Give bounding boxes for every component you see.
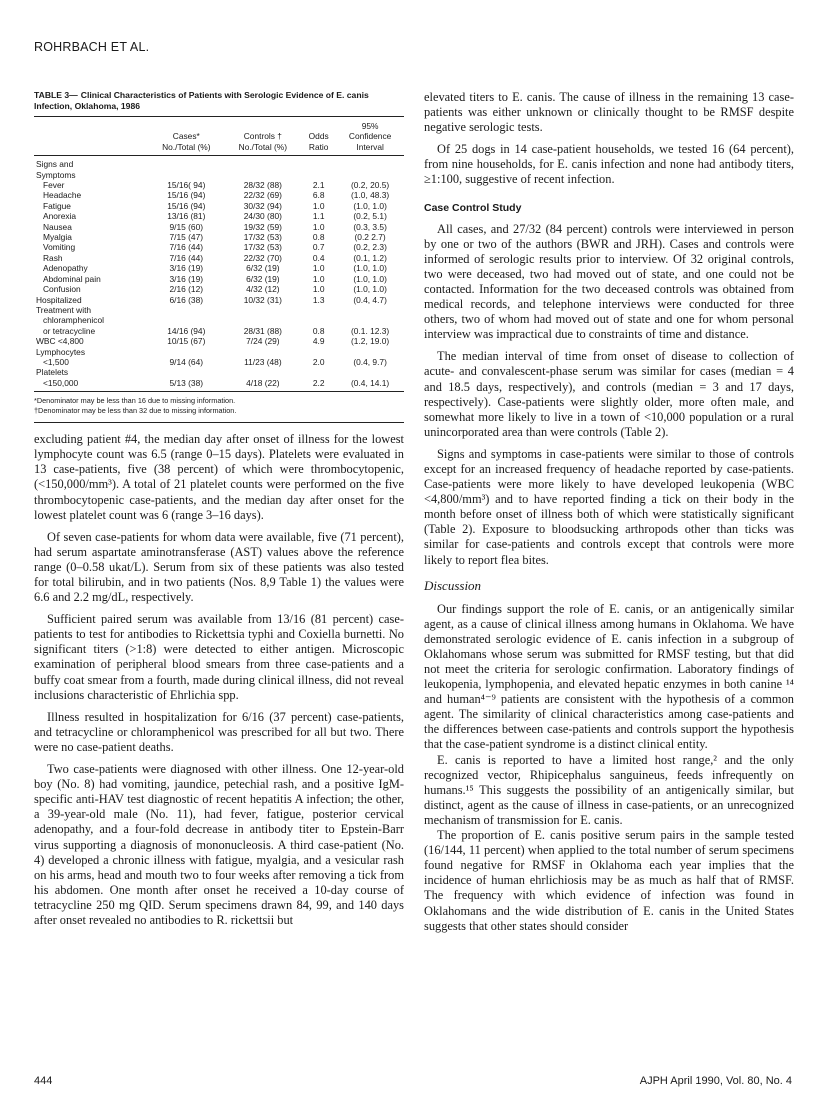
table-row: <1,500 9/14 (64) 11/23 (48) 2.0 (0.4, 9.7) xyxy=(43,356,387,367)
table-row: Lymphocytes xyxy=(36,346,86,357)
table-group-row: Signs and xyxy=(36,159,74,170)
table-row: Headache 15/16 (94) 22/32 (69) 6.8 (1.0, 48.3) xyxy=(43,190,390,201)
paragraph: Illness resulted in hospitalization for 6/16 (37 percent) case-patients, and tetracycline or chloramphenicol was prescribed for all but two. There were no case-patient deaths. xyxy=(34,709,404,754)
paragraph: Our findings support the role of E. canis, or an antigenically similar agent, as a cause of clinical illness among humans in Oklahoma. We have demonstrated serologic evidence of E. canis infection in a subgroup of Oklahomans whose serum was submitted for RMSF testing, but that did not meet the criteria for serologic confirmation. Laboratory findings of leukopenia, lymphopenia, and elevated hepatic enzymes in both canine ¹⁴ and human⁴⁻⁹ patients are consistent with the hypothesis of a common agent. The similarity of clinical characteristics among case-patients and the differences between case-patients and controls support the hypothesis that the case-patient syndrome is a distinct clinical entity. xyxy=(424,601,794,752)
header-odds-ratio: Odds Ratio xyxy=(301,117,336,156)
paragraph: The median interval of time from onset of disease to collection of acute- and convalescent-phase serum was similar for cases (median = 4 and 18.5 days, respectively), and controls (median = 3 and 17 days, respectively). Case-patients were slightly older, more often male, and somewhat more likely to live in a town of <10,000 population or a rural unincorporated area than were controls (Table 2). xyxy=(424,349,794,439)
table-row: <150,000 5/13 (38) 4/18 (22) 2.2 (0.4, 14.1) xyxy=(34,378,404,392)
table-header-row xyxy=(34,117,404,156)
paragraph: excluding patient #4, the median day after onset of illness for the lowest lymphocyte count was 6.5 (range 0–15 days). Platelets were evaluated in 13 case-patients, five (38 percent) of which were thrombocytopenic, (<150,000/mm³). A total of 21 platelet counts were performed on the five thrombocytopenic case-patients, and the median day after onset for the lowest platelet count was 6 (range 3–16 days). xyxy=(34,432,404,522)
footnote: *Denominator may be less than 16 due to missing information. xyxy=(34,396,236,406)
paragraph: Of seven case-patients for whom data were available, five (71 percent), had serum aspartate aminotransferase (AST) values above the reference range (0–0.58 ukat/L). Serum from six of these patients was also tested for total bilirubin, and in two patients (Nos. 8,9 Table 1) the values were 6.6 and 2.2 mg/dL, respectively. xyxy=(34,529,404,605)
paragraph: The proportion of E. canis positive serum pairs in the sample tested (16/144, 11 percent) when applied to the total number of serum specimens found negative for RMSF in Oklahoma each year implies that the incidence of human ehrlichiosis may be as much as half that of RMSF. The frequency with which evidence of infection was found in Oklahomans and the wide distribution of E. canis in the United States suggests that other states should consider xyxy=(424,828,794,933)
table-row: Hospitalized 6/16 (38) 10/32 (31) 1.3 (0.4, 4.7) xyxy=(36,294,387,305)
table-bottom-rule xyxy=(34,422,404,423)
table-row: Treatment with xyxy=(36,304,92,315)
table-row: Anorexia 13/16 (81) 24/30 (80) 1.1 (0.2, 5.1) xyxy=(43,211,387,222)
paragraph: Sufficient paired serum was available from 13/16 (81 percent) case-patients to test for antibodies to Rickettsia typhi and Coxiella burnetti. No significant titers (>1:8) were detected to either antigen. Microscopic examination of peripheral blood smears from three case-patients and a buffy coat smear from a fourth, made during clinical illness, did not reveal inclusions characteristic of Ehrlichia spp. xyxy=(34,612,404,702)
table-row: WBC <4,800 10/15 (67) 7/24 (29) 4.9 (1.2, 19.0) xyxy=(36,336,390,347)
table-label: TABLE 3— xyxy=(34,90,78,100)
table-footnotes xyxy=(34,396,404,415)
table-row: Fatigue 15/16 (94) 30/32 (94) 1.0 (1.0, 1.0) xyxy=(43,200,387,211)
header-empty xyxy=(34,117,148,156)
paragraph: Two case-patients were diagnosed with other illness. One 12-year-old boy (No. 8) had vomiting, jaundice, petechial rash, and a positive IgM-specific anti-HAV test diagnostic of recent hepatitis A infection; the other, a 39-year-old male (No. 11), had fever, fatigue, posterior cervical adenopathy, and a four-fold decrease in antibody titer to Epstein-Barr virus supporting a diagnosis of mononucleosis. A third case-patient (No. 4) developed a chronic illness with fatigue, myalgia, and a vesicular rash on his arms, head and mouth two to four weeks after removing a tick from his abdomen. One month after onset he received a 10-day course of tetracycline 250 mg QID. Serum specimens drawn 84, 99, and 140 days after onset revealed no antibodies to R. rickettsii but xyxy=(34,762,404,927)
table-3-grid xyxy=(34,117,404,392)
table-row: Vomiting 7/16 (44) 17/32 (53) 0.7 (0.2, 2.3) xyxy=(43,242,387,253)
footnote: †Denominator may be less than 32 due to missing information. xyxy=(34,405,237,415)
table-row: or tetracycline 14/16 (94) 28/31 (88) 0.8 (0.1. 12.3) xyxy=(43,325,390,336)
journal-footer: AJPH April 1990, Vol. 80, No. 4 xyxy=(639,1075,792,1087)
header-ci: 95% Confidence Interval xyxy=(336,117,404,156)
section-heading-discussion: Discussion xyxy=(424,577,482,593)
paragraph: Signs and symptoms in case-patients were similar to those of controls except for an increased frequency of headache reported by case-patients. Case-patients were more likely to have developed leukopenia (WBC <4,800/mm³) and to have reported finding a tick on their body in the month before onset of illness both of which were statistically significant (Table 2). Exposure to bloodsucking arthropods other than ticks was similar for case-patients and controls except that controls were more likely to report flea bites. xyxy=(424,446,794,567)
table-row: Abdominal pain 3/16 (19) 6/32 (19) 1.0 (1.0, 1.0) xyxy=(43,273,387,284)
table-title: Clinical Characteristics of Patients with Serologic Evidence of E. canis Infection, Oklahoma, 1986 xyxy=(34,90,369,111)
table-row: Confusion 2/16 (12) 4/32 (12) 1.0 (1.0, 1.0) xyxy=(43,284,387,295)
header-controls: Controls † No./Total (%) xyxy=(225,117,302,156)
left-body-text xyxy=(34,432,404,928)
table-row: Rash 7/16 (44) 22/32 (70) 0.4 (0.1, 1.2) xyxy=(43,252,387,263)
running-head: ROHRBACH ET AL. xyxy=(34,40,150,54)
right-column xyxy=(424,90,794,934)
paragraph: All cases, and 27/32 (84 percent) controls were interviewed in person by one or two of the authors (BWR and JRH). Cases and controls were informed of serologic results prior to interview. Of 32 original controls, two were deceased, two had moved out of state, and one could not be contacted. Information for the two deceased controls was obtained from medical records, and telephone interviews were conducted for three others, two of whom had moved out of state and one for whom personal interview was impractical due to constraints of time and distance. xyxy=(424,221,794,342)
page-number: 444 xyxy=(34,1075,53,1087)
table-row: Fever 15/16( 94) 28/32 (88) 2.1 (0.2, 20.5) xyxy=(43,180,390,191)
table-row: Adenopathy 3/16 (19) 6/32 (19) 1.0 (1.0, 1.0) xyxy=(43,263,387,274)
paragraph: elevated titers to E. canis. The cause of illness in the remaining 13 case-patients was either unknown or clinically thought to be RMSF despite negative serologic tests. xyxy=(424,90,794,135)
header-cases: Cases* No./Total (%) xyxy=(148,117,225,156)
table-row: chloramphenicol xyxy=(43,315,104,326)
table-row: Nausea 9/15 (60) 19/32 (59) 1.0 (0.3, 3.5) xyxy=(43,221,387,232)
table-row: Platelets xyxy=(36,367,69,378)
table-row: Myalgia 7/15 (47) 17/32 (53) 0.8 (0.2 2.7) xyxy=(43,232,386,243)
section-heading-case-control: Case Control Study xyxy=(424,201,522,214)
paragraph: E. canis is reported to have a limited host range,² and the only recognized vector, Rhipicephalus sanguineus, feeds infrequently on humans.¹⁵ This suggests the possibility of an antigenically similar, but distinct, agent as the cause of illness in case-patients, or an unrecognized mechanism of transmission for E. canis. xyxy=(424,752,794,827)
table-caption xyxy=(34,90,404,112)
paragraph: Of 25 dogs in 14 case-patient households, we tested 16 (64 percent), from nine households, for E. canis infection and none had antibody titers, ≥1:100, suggestive of recent infection. xyxy=(424,142,794,187)
left-column xyxy=(34,90,404,928)
table-group-row: Symptoms xyxy=(36,169,76,180)
table-3 xyxy=(34,90,404,415)
